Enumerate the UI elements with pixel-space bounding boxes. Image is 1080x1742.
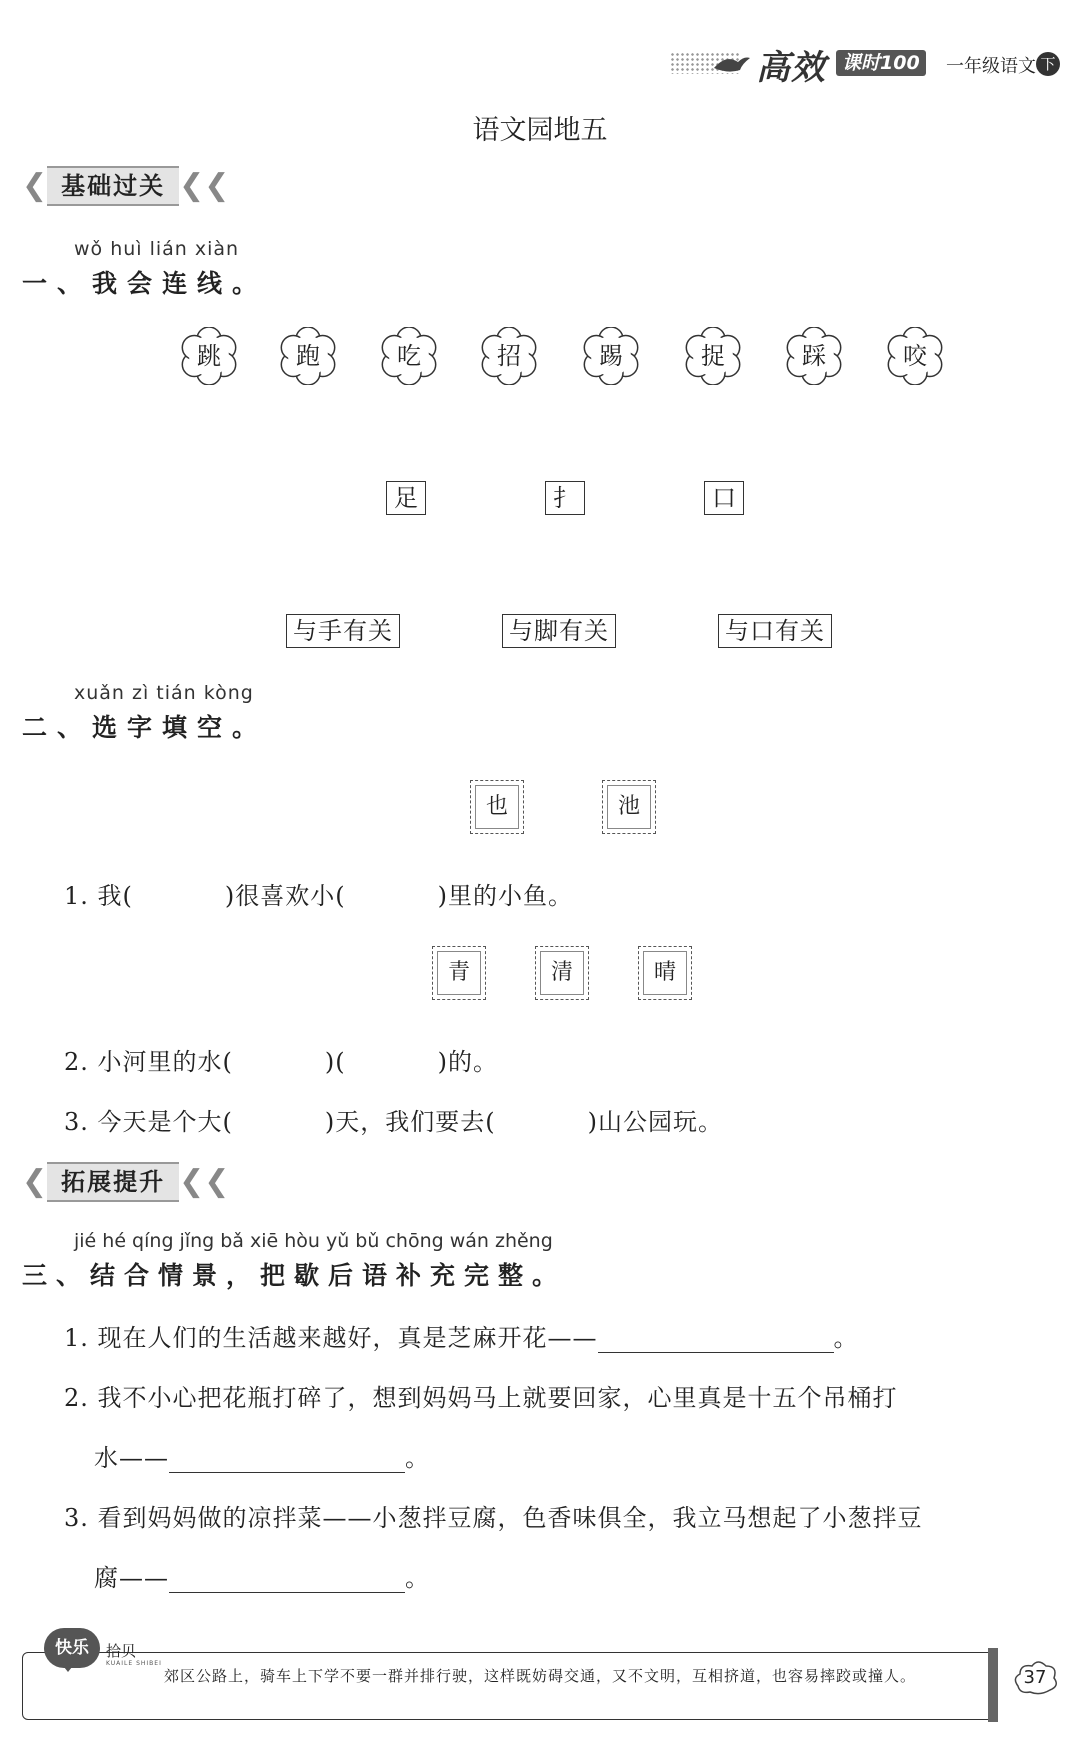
char-flower	[380, 327, 438, 385]
grade-subject: 一年级语文	[946, 56, 1036, 77]
answer-blank[interactable]	[598, 1328, 834, 1353]
answer-blank[interactable]	[169, 1568, 405, 1593]
choice-box: 池	[602, 780, 656, 834]
tip-label: 拾贝	[106, 1642, 137, 1660]
char-flower	[279, 327, 337, 385]
char-flower	[582, 327, 640, 385]
char-label: 跑	[296, 342, 320, 370]
category-box: 与脚有关	[502, 614, 616, 648]
q3-item-2-cont: 水—— 。	[94, 1444, 430, 1472]
category-box: 与口有关	[718, 614, 832, 648]
char-flower	[785, 327, 843, 385]
q3-pinyin: jié hé qíng jǐng bǎ xiē hòu yǔ bǔ chōng wán zhěng	[74, 1230, 553, 1252]
q3-item-2: 2. 我不小心把花瓶打碎了，想到妈妈马上就要回家，心里真是十五个吊桶打	[64, 1384, 898, 1412]
tip-box-bar	[988, 1648, 998, 1722]
tip-sublabel: KUAILE SHIBEI	[106, 1660, 162, 1667]
category-box: 与手有关	[286, 614, 400, 648]
q3-item-3-cont: 腐—— 。	[94, 1564, 430, 1592]
tip-text: 郊区公路上，骑车上下学不要一群并排行驶，这样既妨碍交通，又不文明，互相挤道，也容易摔跤或撞人。	[164, 1667, 917, 1685]
radical-box: 扌	[545, 481, 585, 515]
choice-box: 也	[470, 780, 524, 834]
q2-sentence-2: 2. 小河里的水( )( )的。	[64, 1048, 498, 1076]
char-label: 捉	[701, 342, 725, 370]
section-label: 拓展提升	[47, 1162, 179, 1202]
volume-badge: 下	[1036, 52, 1060, 76]
char-label: 踩	[802, 342, 826, 370]
q2-sentence-1: 1. 我( )很喜欢小( )里的小鱼。	[64, 882, 573, 910]
page-title: 语文园地五	[472, 115, 608, 146]
char-label: 踢	[599, 342, 623, 370]
char-flower	[180, 327, 238, 385]
char-label: 招	[497, 342, 521, 370]
char-flower	[480, 327, 538, 385]
q1-title: 一、我会连线。	[22, 269, 268, 298]
section-label: 基础过关	[47, 166, 179, 206]
brand-logo: 高效	[756, 48, 826, 88]
choice-box: 晴	[638, 946, 692, 1000]
radical-box: 足	[386, 481, 426, 515]
q3-title: 三、结合情景，把歇后语补充完整。	[22, 1261, 567, 1290]
choice-box: 青	[432, 946, 486, 1000]
q1-pinyin: wǒ huì lián xiàn	[74, 238, 240, 260]
page-number: 37	[1010, 1658, 1060, 1698]
bird-icon	[712, 50, 752, 76]
section-extension	[22, 1162, 229, 1202]
q3-item-1: 1. 现在人们的生活越来越好，真是芝麻开花—— 。	[64, 1324, 859, 1352]
series-name: 课时100	[836, 50, 926, 76]
q2-sentence-3: 3. 今天是个大( )天，我们要去( )山公园玩。	[64, 1108, 723, 1136]
choice-box: 清	[535, 946, 589, 1000]
chevron-left-icon: ❮	[22, 168, 48, 203]
char-label: 咬	[903, 342, 927, 370]
char-label: 吃	[397, 342, 421, 370]
q2-pinyin: xuǎn zì tián kòng	[74, 682, 254, 704]
q3-item-3: 3. 看到妈妈做的凉拌菜——小葱拌豆腐，色香味俱全，我立马想起了小葱拌豆	[64, 1504, 923, 1532]
answer-blank[interactable]	[169, 1448, 405, 1473]
char-flower	[886, 327, 944, 385]
section-basic	[22, 166, 229, 206]
speech-tail-icon	[60, 1662, 76, 1672]
char-label: 跳	[197, 342, 221, 370]
tip-badge: 快乐	[44, 1628, 100, 1668]
q2-title: 二、选字填空。	[22, 713, 268, 742]
chevron-double-left-icon: ❮❮	[179, 168, 230, 203]
char-flower	[684, 327, 742, 385]
chevron-left-icon: ❮	[22, 1164, 48, 1199]
chevron-double-left-icon: ❮❮	[179, 1164, 230, 1199]
radical-box: 口	[704, 481, 744, 515]
